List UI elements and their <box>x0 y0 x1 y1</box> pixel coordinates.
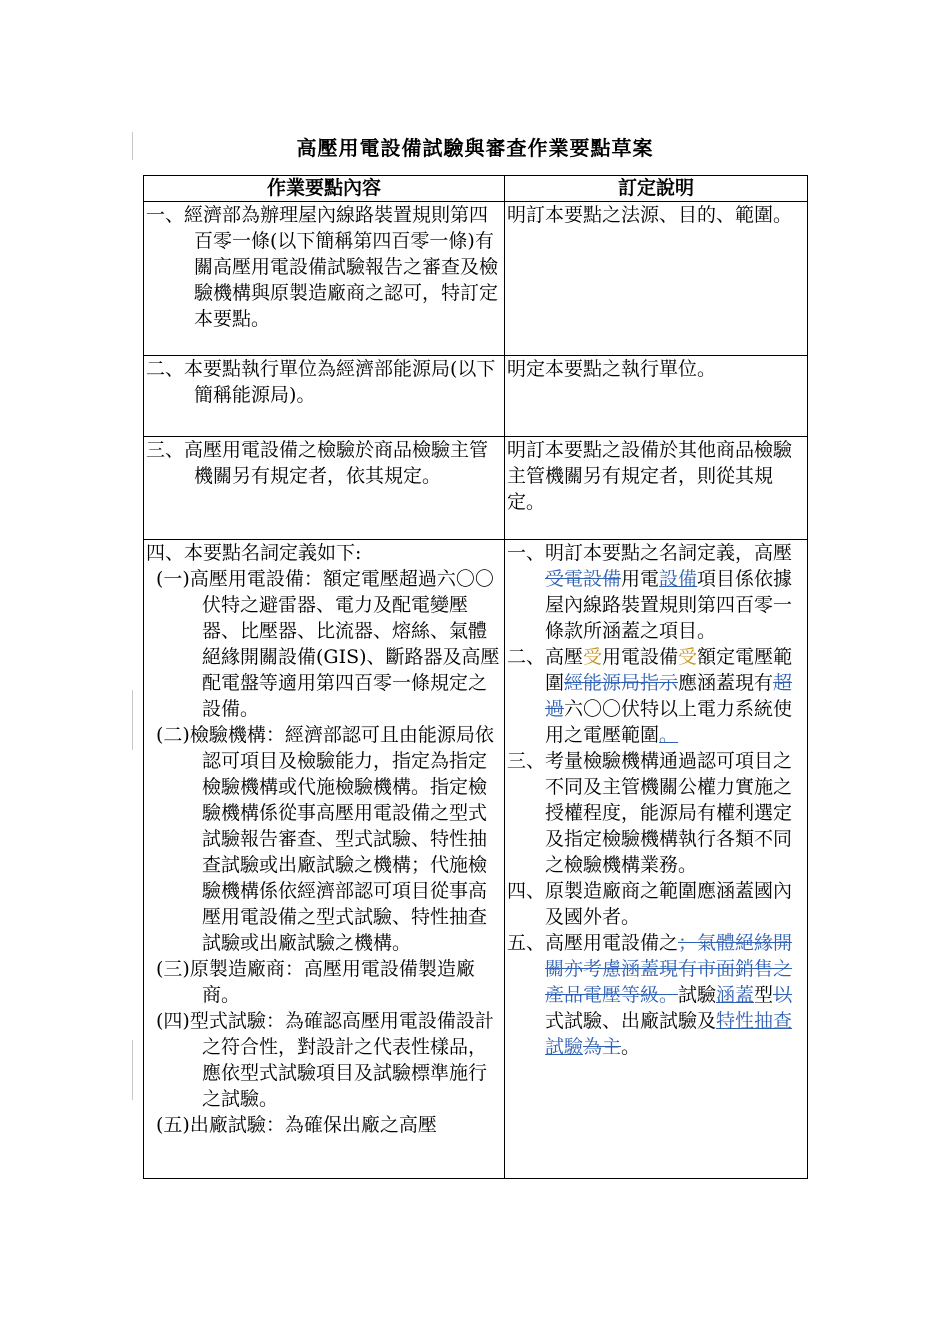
row-content: 三、高壓用電設備之檢驗於商品檢驗主管機關另有規定者，依其規定。 <box>144 437 505 540</box>
table-row <box>144 202 808 356</box>
table-header-row <box>144 176 808 202</box>
deleted-text: 為主 <box>583 1036 622 1058</box>
note-item-4: 四、原製造廠商之範圍應涵蓋國內及國外者。 <box>507 880 793 928</box>
margin-mark-low <box>132 1040 133 1100</box>
deleted-text: 受電設備 <box>545 568 622 590</box>
row-content: 一、經濟部為辦理屋內線路裝置規則第四百零一條(以下簡稱第四百零一條)有關高壓用電設備試驗報告之審查及檢驗機構與原製造廠商之認可，特訂定本要點。 <box>144 202 505 356</box>
deleted-text: 以 <box>773 984 793 1006</box>
deleted-text: 超過 <box>545 672 793 720</box>
margin-mark-mid <box>132 690 133 750</box>
table-row <box>144 437 808 540</box>
row-note: 明訂本要點之設備於其他商品檢驗主管機關另有規定者，則從其規定。 <box>505 437 808 540</box>
note-item-3: 三、考量檢驗機構通過認可項目之不同及主管機關公權力實施之授權程度，能源局有權利選定及指定檢驗機構執行各類不同之檢驗機構業務。 <box>507 750 793 876</box>
row-content-definitions <box>144 540 505 1179</box>
marked-text: 受 <box>678 646 698 668</box>
marked-text: 受 <box>583 646 603 668</box>
deleted-text: 經能源局指示 <box>564 672 679 694</box>
table-row <box>144 356 808 437</box>
inserted-text: 特性抽查試驗 <box>545 1010 793 1058</box>
definition-item: (二)檢驗機構：經濟部認可且由能源局依認可項目及檢驗能力，指定為指定檢驗機構或代施檢驗機構。指定檢驗機構係從事高壓用電設備之型式試驗報告審查、型式試驗、特性抽查試驗或出廠試驗之機構；代施檢驗機構係依經濟部認可項目從事高壓用電設備之型式試驗、特性抽查試驗或出廠試驗之機構。 <box>156 724 494 954</box>
definition-item: (三)原製造廠商：高壓用電設備製造廠商。 <box>156 958 475 1006</box>
inserted-text: 。 <box>659 724 679 746</box>
definitions-intro: 四、本要點名詞定義如下: <box>146 542 362 564</box>
header-content: 作業要點內容 <box>144 176 505 202</box>
regulation-table <box>143 175 808 1179</box>
inserted-text: 設備 <box>659 568 698 590</box>
header-note: 訂定說明 <box>505 176 808 202</box>
definition-item: (一)高壓用電設備：額定電壓超過六〇〇伏特之避雷器、電力及配電變壓器、比壓器、比流器、熔絲、氣體絕緣開關設備(GIS)、斷路器及高壓配電盤等適用第四百零一條規定之設備。 <box>156 568 500 720</box>
table-row <box>144 540 808 1179</box>
row-note: 明定本要點之執行單位。 <box>505 356 808 437</box>
note-item-2: 二、高壓受用電設備受額定電壓範圍經能源局指示應涵蓋現有超過六〇〇伏特以上電力系統使用之電壓範圍。 <box>507 646 793 746</box>
row-note-definitions <box>505 540 808 1179</box>
row-note: 明訂本要點之法源、目的、範圍。 <box>505 202 808 356</box>
deleted-text: ；氣體絕緣開關亦考慮涵蓋現有市面銷售之產品電壓等級。 <box>545 932 793 1006</box>
note-item-1: 一、明訂本要點之名詞定義，高壓受電設備用電設備項目係依據屋內線路裝置規則第四百零一條款所涵蓋之項目。 <box>507 542 793 642</box>
row-content: 二、本要點執行單位為經濟部能源局(以下簡稱能源局)。 <box>144 356 505 437</box>
definition-item: (四)型式試驗：為確認高壓用電設備設計之符合性，對設計之代表性樣品，應依型式試驗項目及試驗標準施行之試驗。 <box>156 1010 494 1110</box>
note-item-5: 五、高壓用電設備之；氣體絕緣開關亦考慮涵蓋現有市面銷售之產品電壓等級。試驗涵蓋型以式試驗、出廠試驗及特性抽查試驗為主。 <box>507 932 793 1058</box>
definition-item: (五)出廠試驗：為確保出廠之高壓 <box>156 1114 437 1136</box>
document-title: 高壓用電設備試驗與審查作業要點草案 <box>296 136 654 160</box>
inserted-text: 涵蓋 <box>716 984 755 1006</box>
